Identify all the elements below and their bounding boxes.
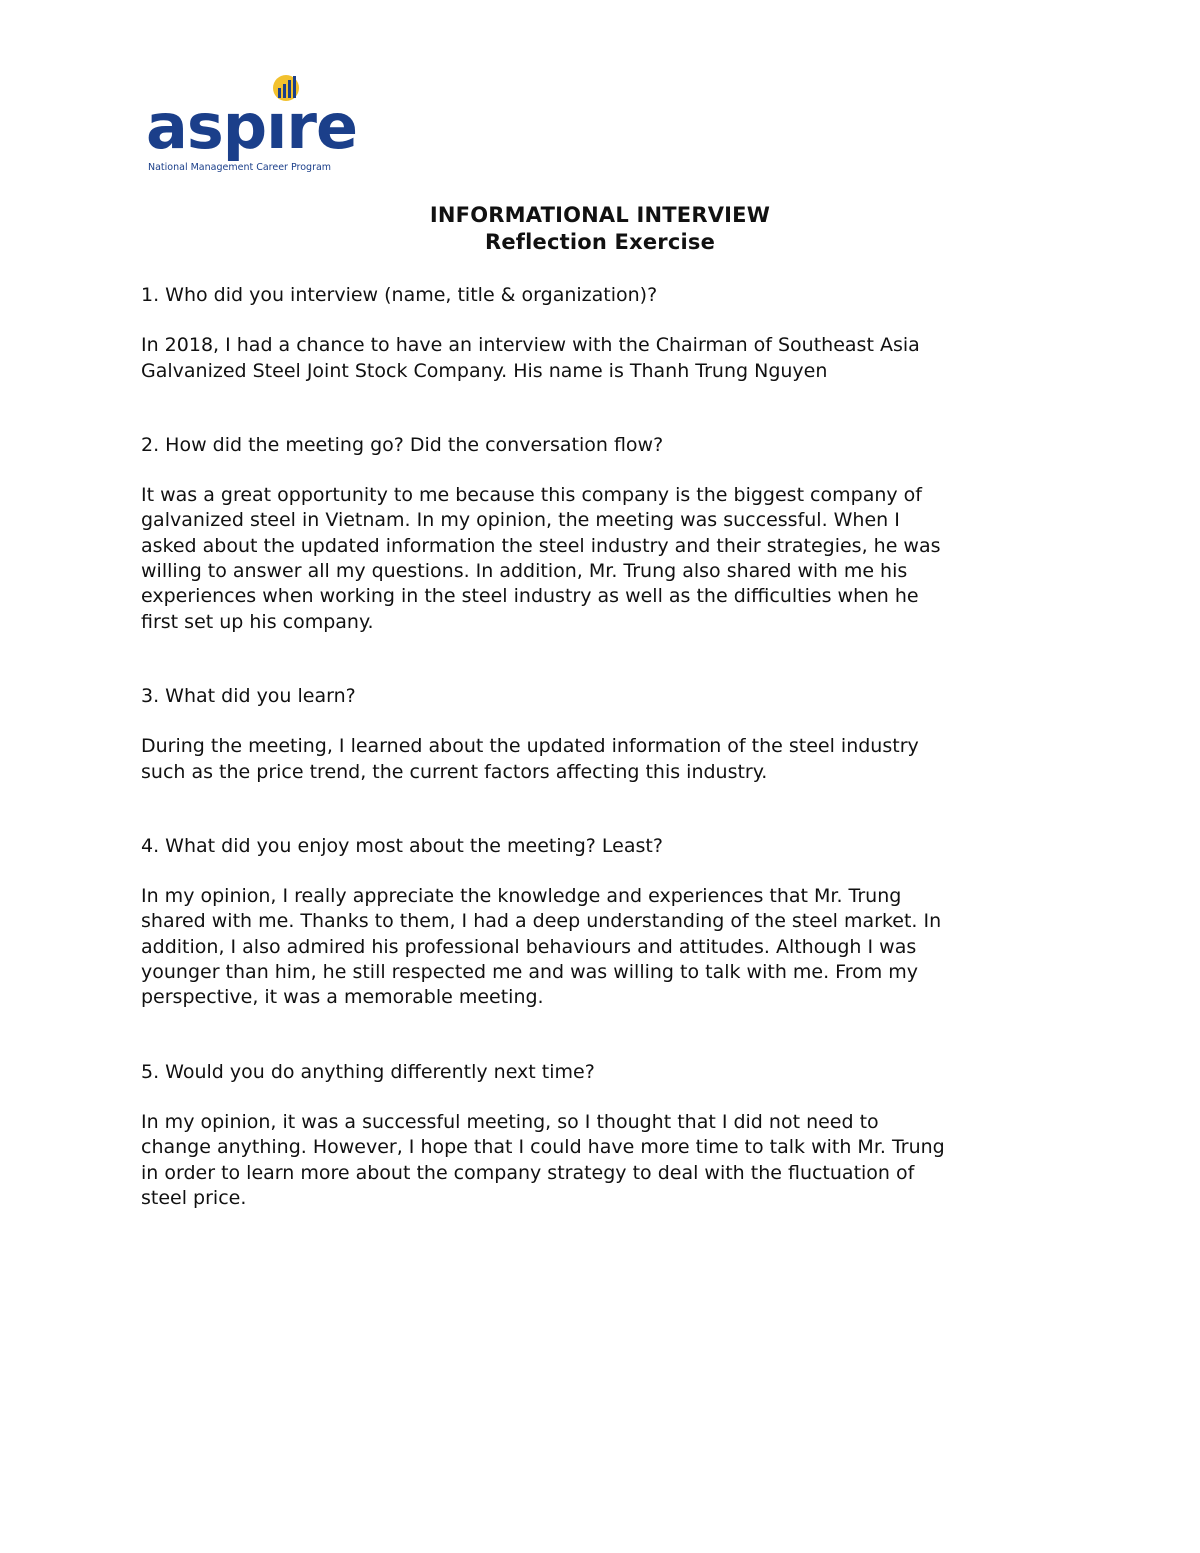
- aspire-logo: [146, 72, 368, 176]
- question-text: 2. How did the meeting go? Did the conversation flow?: [141, 433, 664, 456]
- question-text: 3. What did you learn?: [141, 684, 356, 707]
- question-block: [141, 1060, 1071, 1211]
- document-title: INFORMATIONAL INTERVIEW: [429, 203, 771, 227]
- question-block: [141, 684, 1071, 785]
- document-heading: [0, 202, 1200, 256]
- question-block: [141, 834, 1071, 1011]
- question-text: 1. Who did you interview (name, title & organization)?: [141, 284, 658, 306]
- document-subtitle: Reflection Exercise: [484, 230, 716, 254]
- question-text: 4. What did you enjoy most about the meeting? Least?: [141, 834, 663, 857]
- answer-text: In 2018, I had a chance to have an interview with the Chairman of Southeast Asia Galvanized Steel Joint Stock Company. His name is Thanh Trung Nguyen: [141, 334, 920, 382]
- question-block: [141, 283, 1071, 384]
- answer-text: In my opinion, it was a successful meeting, so I thought that I did not need to change anything. However, I hope that I could have more time to talk with Mr. Trung in order to learn more about the company strategy to deal with the fluctuation of steel price.: [141, 1110, 945, 1209]
- answer-text: In my opinion, I really appreciate the knowledge and experiences that Mr. Trung shared with me. Thanks to them, I had a deep understanding of the steel market. In addition, I also admired his professional behaviours and attitudes. Although I was younger than him, he still respected me and was willing to talk with me. From my perspective, it was a memorable meeting.: [141, 885, 942, 1009]
- logo-wordmark: aspıre: [146, 90, 358, 163]
- questions-list: [141, 283, 1071, 1211]
- question-block: [141, 433, 1071, 635]
- question-text: 5. Would you do anything differently next time?: [141, 1060, 595, 1083]
- answer-text: It was a great opportunity to me because this company is the biggest company of galvanized steel in Vietnam. In my opinion, the meeting was successful. When I asked about the updated information the steel industry and their strategies, he was willing to answer all my questions. In addition, Mr. Trung also shared with me his experiences when working in the steel industry as well as the difficulties when he first set up his company.: [141, 484, 941, 633]
- answer-text: During the meeting, I learned about the updated information of the steel industry such as the price trend, the current factors affecting this industry.: [141, 735, 919, 783]
- logo-tagline: National Management Career Program: [148, 162, 332, 173]
